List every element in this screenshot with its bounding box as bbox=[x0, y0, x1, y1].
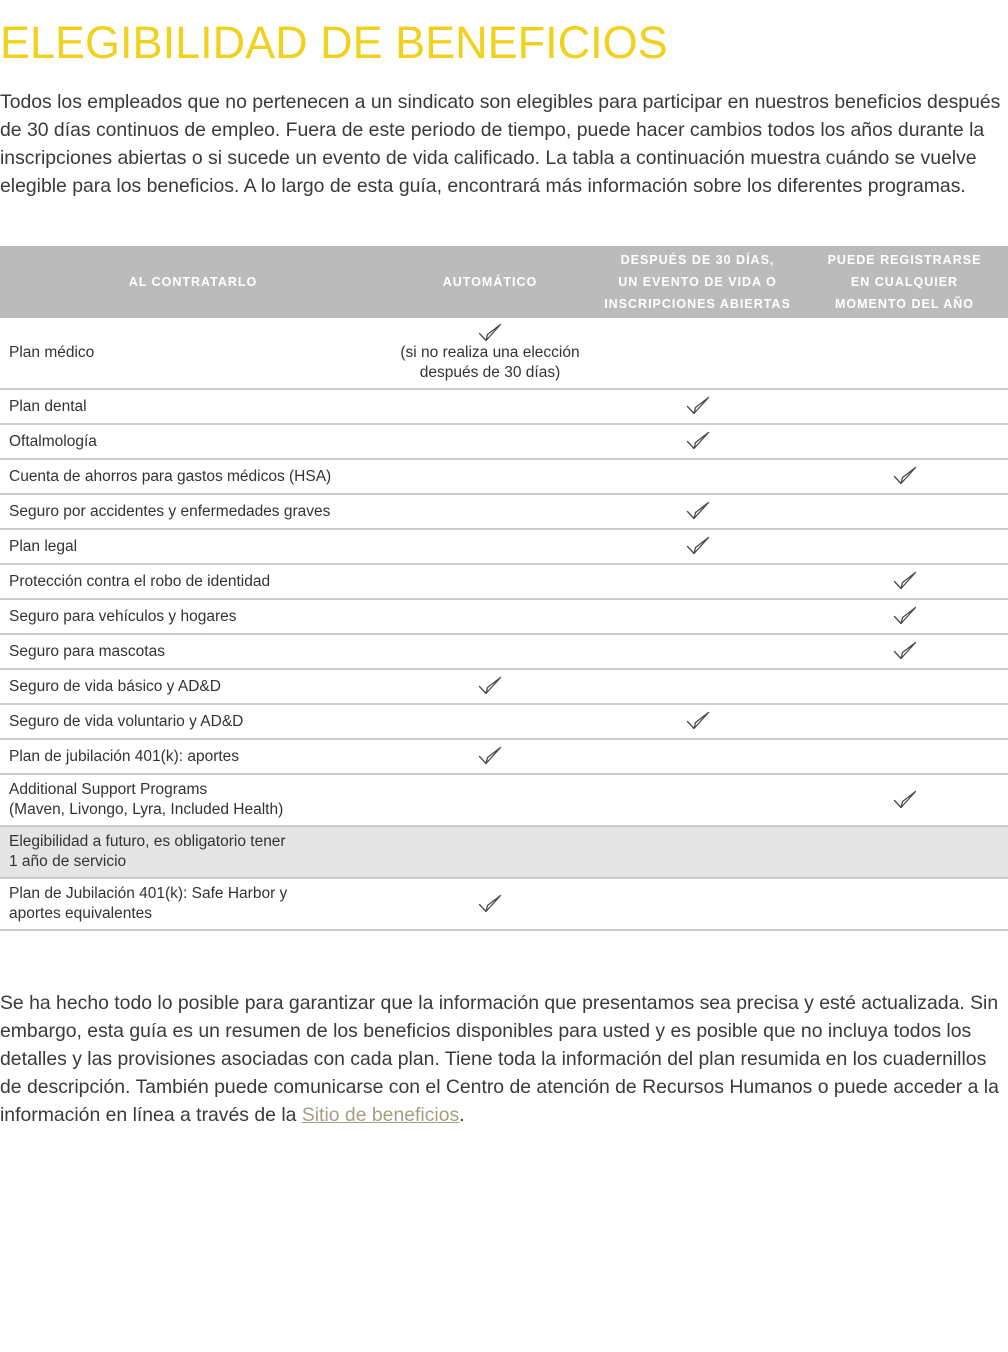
cell-automatic bbox=[386, 774, 594, 826]
checkmark-icon bbox=[686, 536, 710, 556]
cell-anytime bbox=[801, 599, 1008, 634]
cell-automatic bbox=[386, 704, 594, 739]
header-line: INSCRIPCIONES ABIERTAS bbox=[604, 297, 791, 311]
row-label-line: Seguro de vida básico y AD&D bbox=[9, 677, 221, 695]
row-label bbox=[0, 529, 386, 564]
table-row bbox=[0, 459, 1008, 494]
row-label bbox=[0, 494, 386, 529]
header-upon-hire bbox=[0, 246, 386, 318]
checkmark-icon bbox=[478, 676, 502, 696]
page-title: ELEGIBILIDAD DE BENEFICIOS bbox=[0, 17, 668, 68]
checkmark-icon bbox=[893, 606, 917, 626]
cell-automatic bbox=[386, 634, 594, 669]
row-label-line: (Maven, Livongo, Lyra, Included Health) bbox=[9, 801, 284, 818]
cell-anytime bbox=[801, 459, 1008, 494]
checkmark-icon bbox=[478, 323, 502, 343]
cell-automatic bbox=[386, 669, 594, 704]
table-row bbox=[0, 704, 1008, 739]
cell-anytime bbox=[801, 704, 1008, 739]
outro-end: . bbox=[459, 1104, 465, 1126]
cell-after-30-days bbox=[594, 529, 801, 564]
row-label-line: Seguro para mascotas bbox=[9, 642, 165, 660]
row-label bbox=[0, 878, 386, 930]
row-label-line: Plan de Jubilación 401(k): Safe Harbor y bbox=[9, 885, 288, 902]
table-row bbox=[0, 599, 1008, 634]
cell-automatic bbox=[386, 739, 594, 774]
cell-anytime bbox=[801, 669, 1008, 704]
cell-anytime bbox=[801, 878, 1008, 930]
table-row bbox=[0, 424, 1008, 459]
checkmark-icon bbox=[686, 431, 710, 451]
row-label bbox=[0, 739, 386, 774]
cell-automatic bbox=[386, 389, 594, 424]
table-row bbox=[0, 318, 1008, 389]
cell-after-30-days bbox=[594, 826, 801, 878]
header-line: DESPUÉS DE 30 DÍAS, bbox=[620, 253, 775, 267]
row-label-line: Plan legal bbox=[9, 537, 78, 555]
header-line: MOMENTO DEL AÑO bbox=[834, 297, 975, 311]
table-row bbox=[0, 774, 1008, 826]
cell-automatic bbox=[386, 424, 594, 459]
row-label-line: 1 año de servicio bbox=[9, 853, 127, 870]
intro-paragraph: Todos los empleados que no pertenecen a un sindicato son elegibles para participar en nuestros beneficios después de 30 días continuos de empleo. Fuera de este periodo de tiempo, puede hacer cambios todos los años durante la inscripciones abiertas o si sucede un evento de vida calificado. La tabla a continuación muestra cuándo se vuelve elegible para los beneficios. A lo largo de esta guía, encontrará más información sobre los diferentes programas. bbox=[0, 91, 1001, 197]
cell-after-30-days bbox=[594, 494, 801, 529]
header-automatic bbox=[386, 246, 594, 318]
cell-anytime bbox=[801, 529, 1008, 564]
checkmark-icon bbox=[686, 711, 710, 731]
row-label-line: Additional Support Programs bbox=[9, 781, 208, 798]
row-label bbox=[0, 318, 386, 389]
cell-after-30-days bbox=[594, 704, 801, 739]
cell-automatic bbox=[386, 599, 594, 634]
outro-text: Se ha hecho todo lo posible para garantizar que la información que presentamos sea precisa y esté actualizada. Sin embargo, esta guía es un resumen de los beneficios disponibles para usted y es posible que no incluya todos los detalles y las provisiones asociadas con cada plan. Tiene toda la información del plan resumida en los cuadernillos de descripción. También puede comunicarse con el Centro de atención de Recursos Humanos o puede acceder a la información en línea a través de la bbox=[0, 992, 999, 1126]
table-row bbox=[0, 669, 1008, 704]
table-row bbox=[0, 389, 1008, 424]
cell-automatic bbox=[386, 318, 594, 389]
header-line: AL CONTRATARLO bbox=[128, 275, 258, 289]
header-after-30-days bbox=[594, 246, 801, 318]
row-label-line: Protección contra el robo de identidad bbox=[9, 572, 271, 590]
cell-note bbox=[386, 343, 594, 383]
table-header-row bbox=[0, 246, 1008, 318]
row-label bbox=[0, 826, 386, 878]
cell-anytime bbox=[801, 739, 1008, 774]
cell-anytime bbox=[801, 564, 1008, 599]
row-label-line: Seguro de vida voluntario y AD&D bbox=[9, 712, 244, 730]
row-label-line: aportes equivalentes bbox=[9, 905, 153, 922]
cell-after-30-days bbox=[594, 669, 801, 704]
cell-after-30-days bbox=[594, 424, 801, 459]
row-label-line: Seguro por accidentes y enfermedades graves bbox=[9, 502, 331, 520]
row-label-line: Seguro para vehículos y hogares bbox=[9, 607, 237, 625]
header-line: EN CUALQUIER bbox=[850, 275, 959, 289]
cell-automatic bbox=[386, 826, 594, 878]
row-label-line: Plan dental bbox=[9, 397, 87, 415]
row-label bbox=[0, 669, 386, 704]
row-label-line: Plan de jubilación 401(k): aportes bbox=[9, 747, 240, 765]
checkmark-icon bbox=[478, 894, 502, 914]
cell-automatic bbox=[386, 564, 594, 599]
checkmark-icon bbox=[893, 466, 917, 486]
row-label-line: Plan médico bbox=[9, 344, 95, 361]
cell-after-30-days bbox=[594, 739, 801, 774]
cell-after-30-days bbox=[594, 634, 801, 669]
checkmark-icon bbox=[686, 501, 710, 521]
row-label bbox=[0, 424, 386, 459]
row-label-line: Elegibilidad a futuro, es obligatorio tener bbox=[9, 833, 286, 850]
row-label-line: Cuenta de ahorros para gastos médicos (HSA) bbox=[9, 467, 332, 485]
cell-anytime bbox=[801, 389, 1008, 424]
table-row bbox=[0, 494, 1008, 529]
table-row bbox=[0, 564, 1008, 599]
cell-anytime bbox=[801, 826, 1008, 878]
cell-note-line: (si no realiza una elección bbox=[400, 344, 580, 362]
row-label bbox=[0, 389, 386, 424]
row-label bbox=[0, 564, 386, 599]
cell-after-30-days bbox=[594, 389, 801, 424]
cell-automatic bbox=[386, 878, 594, 930]
cell-anytime bbox=[801, 424, 1008, 459]
header-line: AUTOMÁTICO bbox=[442, 275, 538, 289]
table-row bbox=[0, 529, 1008, 564]
cell-automatic bbox=[386, 459, 594, 494]
row-label bbox=[0, 459, 386, 494]
row-label bbox=[0, 774, 386, 826]
cell-after-30-days bbox=[594, 774, 801, 826]
checkmark-icon bbox=[893, 790, 917, 810]
table-row bbox=[0, 739, 1008, 774]
cell-anytime bbox=[801, 634, 1008, 669]
cell-after-30-days bbox=[594, 564, 801, 599]
cell-after-30-days bbox=[594, 318, 801, 389]
table-body bbox=[0, 318, 1008, 930]
cell-anytime bbox=[801, 318, 1008, 389]
table-row bbox=[0, 826, 1008, 878]
row-label bbox=[0, 704, 386, 739]
checkmark-icon bbox=[686, 396, 710, 416]
table-row bbox=[0, 878, 1008, 930]
benefits-site-link[interactable]: Sitio de beneficios bbox=[301, 1104, 460, 1126]
table-row bbox=[0, 634, 1008, 669]
cell-after-30-days bbox=[594, 599, 801, 634]
outro-paragraph bbox=[0, 989, 1008, 1129]
checkmark-icon bbox=[893, 641, 917, 661]
cell-automatic bbox=[386, 529, 594, 564]
cell-after-30-days bbox=[594, 459, 801, 494]
cell-automatic bbox=[386, 494, 594, 529]
cell-anytime bbox=[801, 494, 1008, 529]
header-anytime bbox=[801, 246, 1008, 318]
eligibility-table bbox=[0, 246, 1008, 931]
header-line: UN EVENTO DE VIDA O bbox=[618, 275, 777, 289]
cell-after-30-days bbox=[594, 878, 801, 930]
checkmark-icon bbox=[893, 571, 917, 591]
row-label bbox=[0, 599, 386, 634]
row-label-line: Oftalmología bbox=[9, 432, 97, 450]
row-label bbox=[0, 634, 386, 669]
cell-note-line: después de 30 días) bbox=[419, 364, 561, 382]
cell-anytime bbox=[801, 774, 1008, 826]
header-line: PUEDE REGISTRARSE bbox=[827, 253, 982, 267]
checkmark-icon bbox=[478, 746, 502, 766]
